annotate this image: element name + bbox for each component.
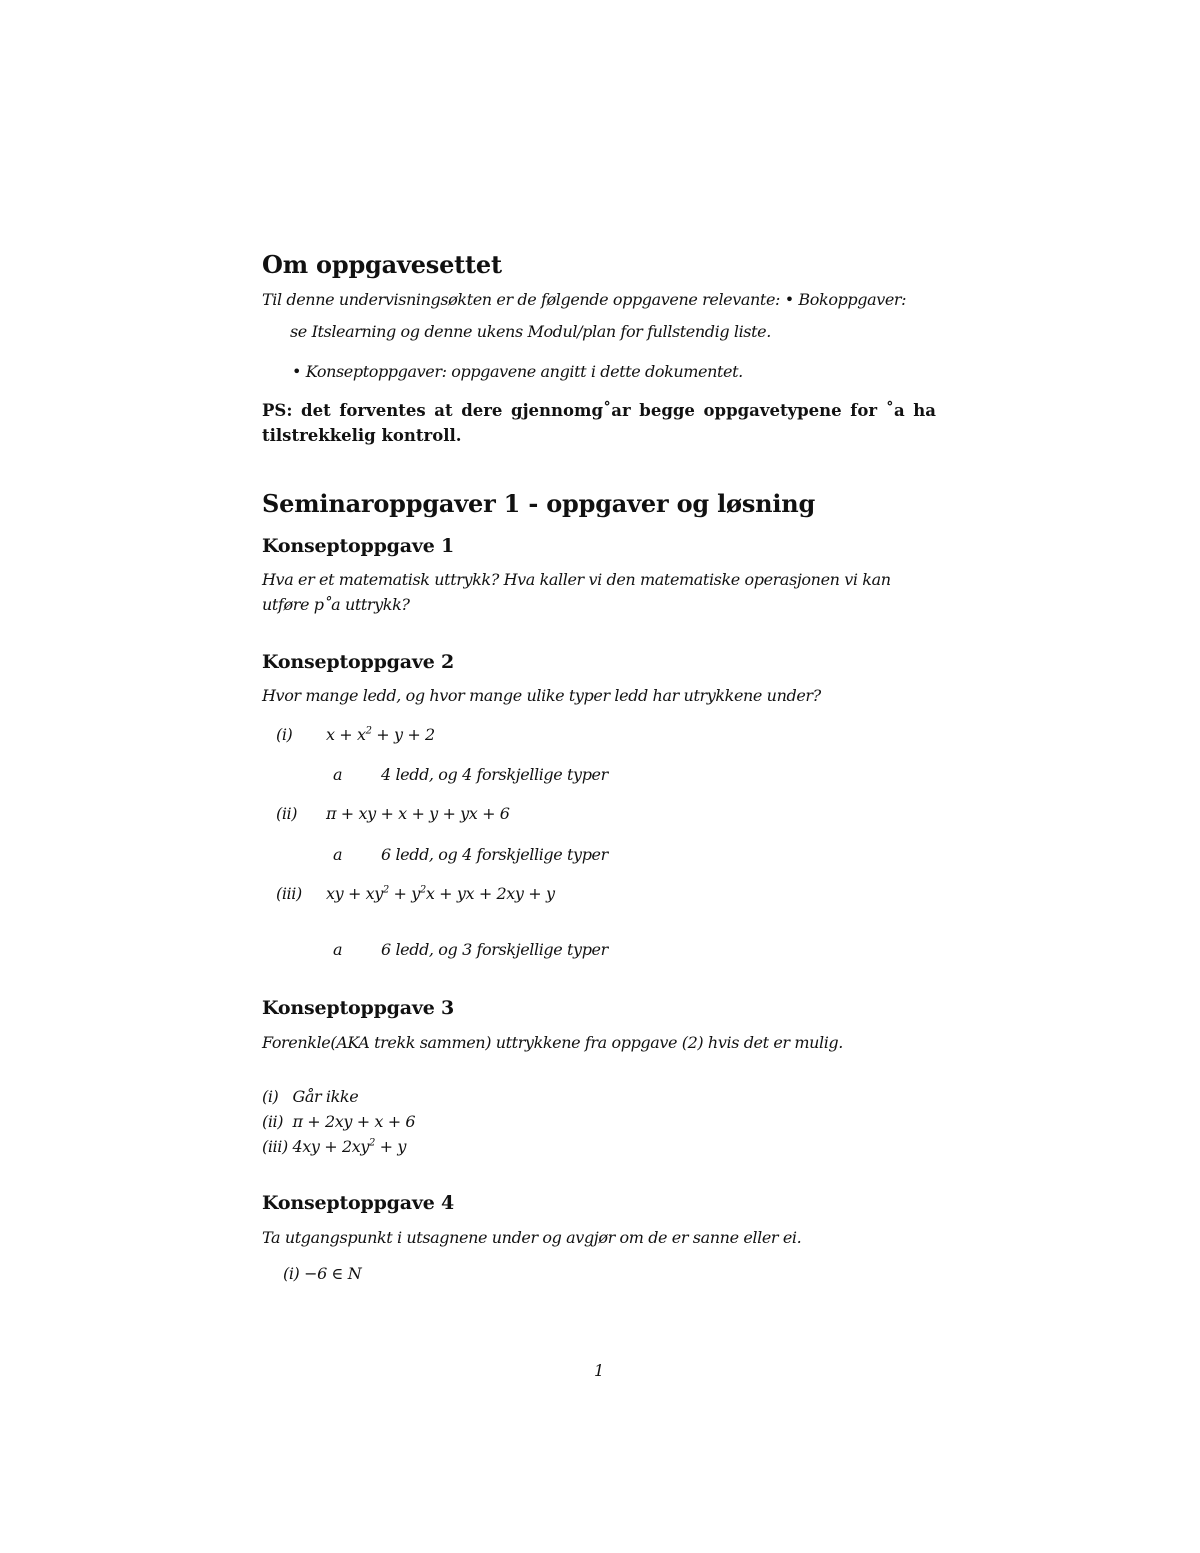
task1-question-line-1: Hva er et matematisk uttrykk? Hva kaller vi den matematiske operasjonen vi kan	[262, 570, 891, 589]
task-heading-3: Konseptoppgave 3	[262, 997, 455, 1019]
task2-question: Hvor mange ledd, og hvor mange ulike typer ledd har utrykkene under?	[262, 686, 821, 705]
task2-answer: 4 ledd, og 4 forskjellige typer	[381, 765, 608, 784]
ps-note	[262, 398, 936, 448]
task2-answer: 6 ledd, og 3 forskjellige typer	[381, 940, 608, 959]
task4-item: (i) −6 ∈ N	[283, 1264, 362, 1283]
task3-answer: (ii) π + 2xy + x + 6	[262, 1112, 416, 1131]
task-heading-1: Konseptoppgave 1	[262, 535, 455, 557]
task2-answer-marker: a	[333, 765, 343, 784]
task-heading-4: Konseptoppgave 4	[262, 1192, 455, 1214]
task3-answer: (i) Går ikke	[262, 1087, 359, 1106]
task2-item-expression: π + xy + x + y + yx + 6	[326, 804, 510, 823]
intro-text: Til denne undervisningsøkten er de følgende oppgavene relevante: • Bokoppgaver:	[262, 290, 907, 309]
task3-question: Forenkle(AKA trekk sammen) uttrykkene fra oppgave (2) hvis det er mulig.	[262, 1033, 843, 1052]
task4-question: Ta utgangspunkt i utsagnene under og avgjør om de er sanne eller ei.	[262, 1228, 802, 1247]
ps-note-line-1: PS: det forventes at dere gjennomg˚ar begge oppgavetypene for ˚a ha	[262, 401, 936, 420]
page-number: 1	[594, 1361, 604, 1380]
ps-note-line-2: tilstrekkelig kontroll.	[262, 426, 462, 445]
section-heading-om-oppgavesettet: Om oppgavesettet	[262, 250, 502, 279]
task2-answer-marker: a	[333, 845, 343, 864]
task3-answer: (iii) $4xy + 2xy^2 + y$	[262, 1137, 406, 1156]
task2-item-label: (iii)	[276, 884, 302, 903]
task2-answer: 6 ledd, og 4 forskjellige typer	[381, 845, 608, 864]
section-heading-seminaroppgaver: Seminaroppgaver 1 - oppgaver og løsning	[262, 489, 816, 518]
task2-item-expression: xy + $xy^2 + y^2x$ + yx + 2xy + y	[326, 884, 555, 903]
intro-text-continued: se Itslearning og denne ukens Modul/plan for fullstendig liste.	[290, 322, 771, 341]
task1-question-line-2: utføre p˚a uttrykk?	[262, 595, 410, 614]
bullet-konseptoppgaver: • Konseptoppgaver: oppgavene angitt i dette dokumentet.	[292, 362, 743, 381]
task2-item-expression: $x + x^2 + y + 2$	[326, 725, 435, 744]
task-heading-2: Konseptoppgave 2	[262, 651, 455, 673]
task2-item-label: (i)	[276, 725, 293, 744]
task2-answer-marker: a	[333, 940, 343, 959]
task2-item-label: (ii)	[276, 804, 298, 823]
